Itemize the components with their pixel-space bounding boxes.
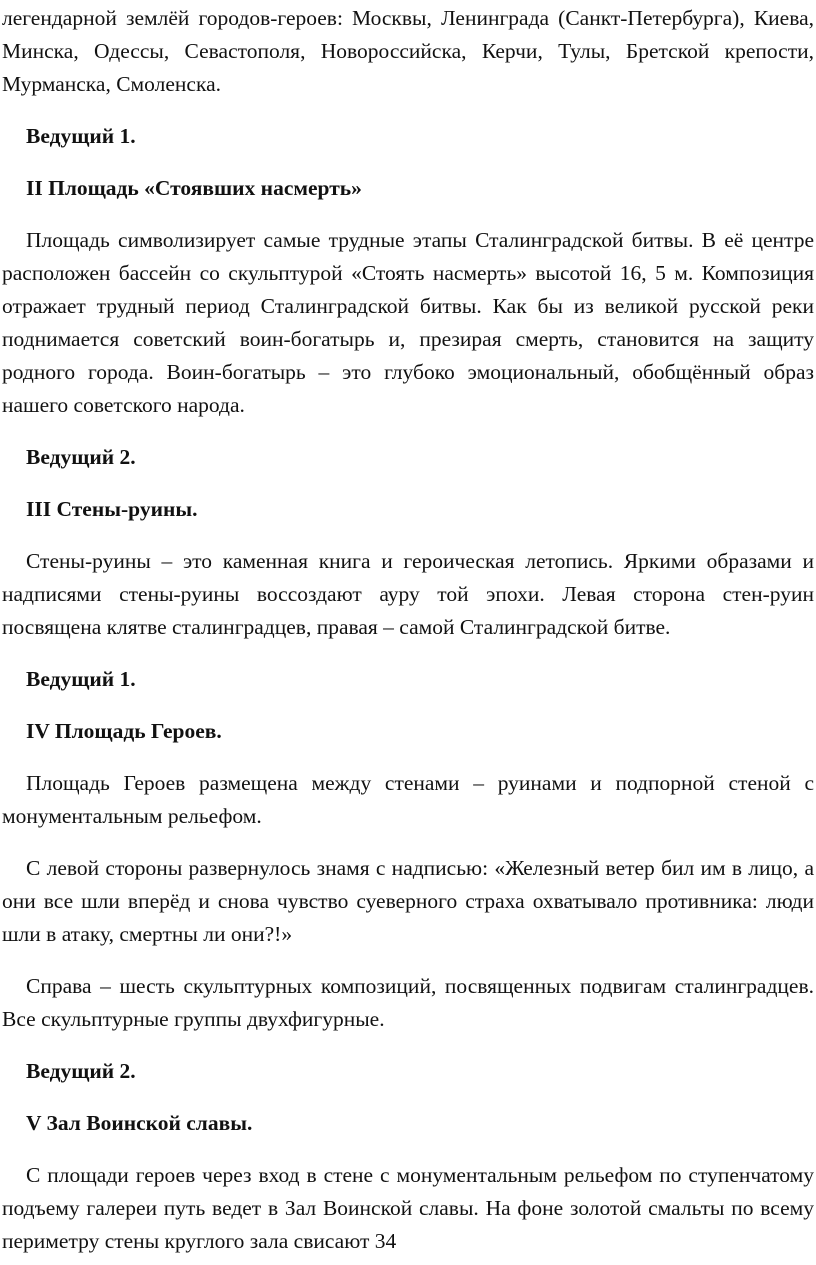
speaker-heading: Ведущий 2. (26, 1059, 136, 1083)
section-heading: III Стены-руины. (26, 497, 198, 521)
body-paragraph: легендарной землёй городов-героев: Москвы, Ленинграда (Санкт-Петербурга), Киева, Минска, Одессы, Севастополя, Новороссийска, Керчи, Тулы, Бретской крепости, Мурманска, Смоленска. (2, 6, 814, 96)
speaker-heading: Ведущий 1. (26, 124, 136, 148)
body-paragraph: Справа – шесть скульптурных композиций, посвященных подвигам сталинградцев. Все скульптурные группы двухфигурные. (2, 974, 814, 1031)
speaker-heading: Ведущий 1. (26, 667, 136, 691)
section-heading: IV Площадь Героев. (26, 719, 222, 743)
body-paragraph: Площадь Героев размещена между стенами – руинами и подпорной стеной с монументальным рельефом. (2, 771, 814, 828)
body-paragraph: С левой стороны развернулось знамя с надписью: «Железный ветер бил им в лицо, а они все шли вперёд и снова чувство суеверного страха охватывало противника: люди шли в атаку, смертны ли они?!» (2, 856, 814, 946)
body-paragraph: С площади героев через вход в стене с монументальным рельефом по ступенчатому подъему галереи путь ведет в Зал Воинской славы. На фоне золотой смальты по всему периметру стены круглого зала свисают 34 (2, 1163, 814, 1253)
body-paragraph: Площадь символизирует самые трудные этапы Сталинградской битвы. В её центре расположен бассейн со скульптурой «Стоять насмерть» высотой 16, 5 м. Композиция отражает трудный период Сталинградской битвы. Как бы из великой русской реки поднимается советский воин-богатырь и, презирая смерть, становится на защиту родного города. Воин-богатырь – это глубоко эмоциональный, обобщённый образ нашего советского народа. (2, 228, 814, 417)
section-heading: II Площадь «Стоявших насмерть» (26, 176, 362, 200)
section-heading: V Зал Воинской славы. (26, 1111, 253, 1135)
speaker-heading: Ведущий 2. (26, 445, 136, 469)
body-paragraph: Стены-руины – это каменная книга и героическая летопись. Яркими образами и надписями стены-руины воссоздают ауру той эпохи. Левая сторона стен-руин посвящена клятве сталинградцев, правая – самой Сталинградской битве. (2, 549, 814, 639)
